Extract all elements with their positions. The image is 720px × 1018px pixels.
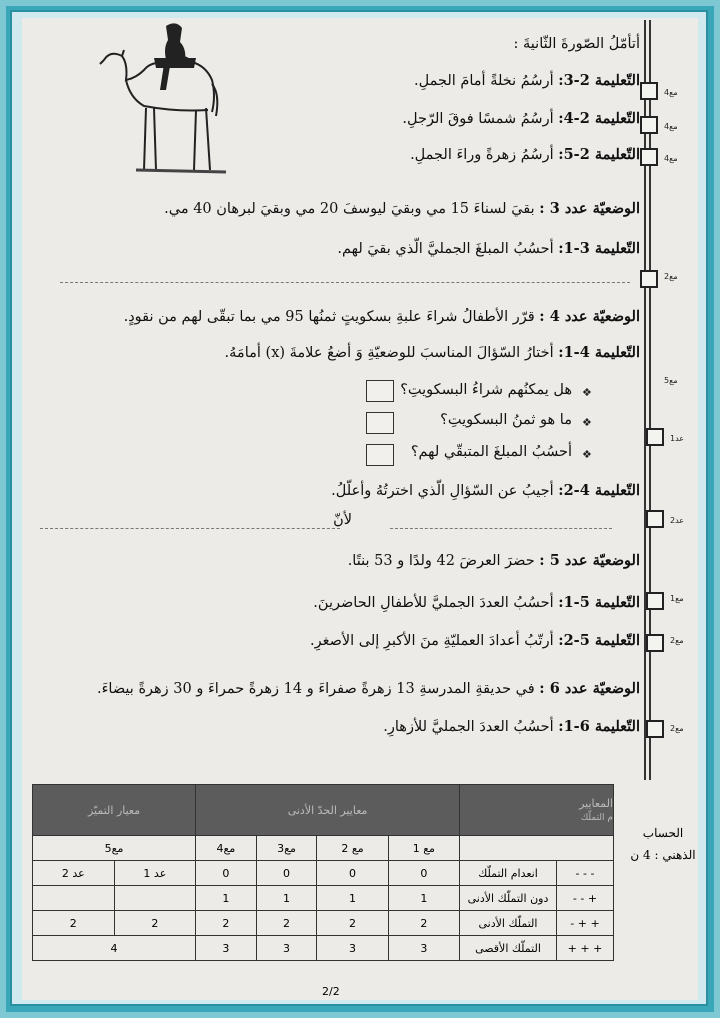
task-text: أرسُمُ نخلةً أمامَ الجملِ. <box>414 73 559 89</box>
sym-cell: - - - <box>557 861 614 886</box>
task-label: التّعليمة 2-5: <box>558 146 640 163</box>
task-label: التّعليمة 5-1: <box>558 594 640 611</box>
level-cell: التملّك الأدنى <box>460 911 557 936</box>
page-number: 2/2 <box>322 985 340 998</box>
score-label: مع4 <box>664 122 678 131</box>
situation-text: بقيَ لسناءَ 15 مي وبقيَ ليوسفَ 20 مي وبقيَ لبرهان 40 مي. <box>164 201 540 217</box>
task-text: أحسُبُ العددَ الجمليَّ للأزهارِ. <box>383 719 559 735</box>
score-box[interactable] <box>646 720 664 738</box>
score-box[interactable] <box>646 428 664 446</box>
task-label: التّعليمة 2-3: <box>558 72 640 89</box>
score-label: مع4 <box>664 88 678 97</box>
task-5-2 <box>310 632 640 649</box>
option-2-text: ما هو ثمنُ البسكويتِ؟ <box>440 412 572 428</box>
answer-line-3 <box>60 282 630 283</box>
score-box[interactable] <box>640 270 658 288</box>
situation-label: الوضعيّة عدد 3 : <box>539 200 640 217</box>
sym-cell: + - - <box>557 886 614 911</box>
value-cell: 2 <box>196 911 257 936</box>
situation-3 <box>164 200 640 217</box>
because-label: لأنّ <box>333 512 352 528</box>
task-5-1 <box>313 594 640 611</box>
sub-criterion-cell: عد 2 <box>33 861 115 886</box>
task-6-1 <box>383 718 640 735</box>
side-note-line: الذهني : 4 ن <box>630 848 696 862</box>
score-label: عد2 <box>670 516 685 525</box>
situation-4 <box>124 308 640 325</box>
criteria-table <box>32 784 614 961</box>
value-cell: 1 <box>388 886 459 911</box>
table-row <box>33 911 614 936</box>
value-cell: 0 <box>196 861 257 886</box>
score-label: مع4 <box>664 154 678 163</box>
option-1-text: هل يمكنُهم شراءُ البسكويتِ؟ <box>400 382 572 398</box>
bullet-icon: ❖ <box>582 386 592 399</box>
situation-text: قرّر الأطفالُ شراءَ علبةِ بسكويتٍ ثمنُها 95 مي بما تبقّى لهم من نقودٍ. <box>123 309 540 325</box>
sym-cell: + + - <box>557 911 614 936</box>
value-cell: 2 <box>33 911 115 936</box>
header-criteria: المعايير م التملّك <box>460 785 614 836</box>
score-label: مع1 <box>670 594 684 603</box>
score-label: مع2 <box>664 272 678 281</box>
table-row <box>33 886 614 911</box>
option-1-checkbox[interactable] <box>366 380 394 402</box>
situation-5 <box>348 552 640 569</box>
situation-label: الوضعيّة عدد 6 : <box>539 680 640 697</box>
score-box[interactable] <box>646 592 664 610</box>
criteria-row <box>33 836 614 861</box>
value-cell: 3 <box>388 936 459 961</box>
value-cell: 2 <box>317 911 388 936</box>
task-text: أختارُ السّؤالَ المناسبَ للوضعيّةِ وَ أضعُ علامةَ (x) أمامَهُ. <box>224 345 559 361</box>
task-2-3 <box>414 72 640 89</box>
value-cell: 1 <box>196 886 257 911</box>
bullet-icon: ❖ <box>582 416 592 429</box>
value-cell: 2 <box>388 911 459 936</box>
header-excellence: معيار التميّز <box>33 785 196 836</box>
task-text: أرسُمُ زهرةً وراءَ الجملِ. <box>410 147 559 163</box>
criterion-cell: مع 2 <box>317 836 388 861</box>
value-cell: 2 <box>114 911 196 936</box>
task-label: التّعليمة 2-4: <box>558 110 640 127</box>
criterion-cell: مع3 <box>256 836 317 861</box>
value-cell <box>114 886 196 911</box>
intro-text: أتأمّلُ الصّورةَ الثّانيةَ : <box>513 36 640 52</box>
criterion-cell: مع4 <box>196 836 257 861</box>
table-header-row <box>33 785 614 836</box>
value-cell: 1 <box>317 886 388 911</box>
task-3-1 <box>337 240 640 257</box>
blank-cell <box>460 836 614 861</box>
task-label: التّعليمة 5-2: <box>558 632 640 649</box>
value-cell: 0 <box>256 861 317 886</box>
sub-criterion-cell: عد 1 <box>114 861 196 886</box>
task-text: أرسُمُ شمسًا فوقَ الرّجلِ. <box>402 111 559 127</box>
score-box[interactable] <box>640 82 658 100</box>
task-4-1 <box>225 344 640 361</box>
situation-6 <box>97 680 640 697</box>
header-minimum: معايير الحدّ الأدنى <box>196 785 460 836</box>
task-2-5 <box>410 146 640 163</box>
side-note <box>628 822 698 866</box>
level-cell: التملّك الأقصى <box>460 936 557 961</box>
option-3-checkbox[interactable] <box>366 444 394 466</box>
situation-label: الوضعيّة عدد 4 : <box>539 308 640 325</box>
task-label: التّعليمة 3-1: <box>558 240 640 257</box>
camel-rider-illustration <box>96 20 236 175</box>
task-2-4 <box>402 110 640 127</box>
task-text: أحسُبُ المبلغَ الجمليَّ الّذي بقيَ لهم. <box>337 241 559 257</box>
value-cell: 1 <box>256 886 317 911</box>
score-box[interactable] <box>646 510 664 528</box>
task-label: التّعليمة 4-2: <box>558 482 640 499</box>
score-box[interactable] <box>646 634 664 652</box>
option-3-text: أحسُبُ المبلغَ المتبقّي لهم؟ <box>410 444 572 460</box>
value-cell: 3 <box>196 936 257 961</box>
side-note-line: الحساب <box>642 826 684 840</box>
score-label: مع5 <box>664 376 678 385</box>
option-2-checkbox[interactable] <box>366 412 394 434</box>
score-box[interactable] <box>640 148 658 166</box>
score-label: عد1 <box>670 434 685 443</box>
situation-text: في حديقةِ المدرسةِ 13 زهرةً صفراءَ و 14 زهرةً حمراءَ و 30 زهرةً بيضاءَ. <box>97 681 540 697</box>
margin-double-line <box>644 20 651 780</box>
situation-text: حضرَ العرضَ 42 ولدًا و 53 بنتًا. <box>347 553 540 569</box>
table-row <box>33 861 614 886</box>
situation-label: الوضعيّة عدد 5 : <box>539 552 640 569</box>
level-cell: دون التملّك الأدنى <box>460 886 557 911</box>
level-cell: انعدام التملّك <box>460 861 557 886</box>
value-cell: 4 <box>33 936 196 961</box>
score-label: مع2 <box>670 724 684 733</box>
score-box[interactable] <box>640 116 658 134</box>
task-4-2 <box>331 482 640 499</box>
task-text: أحسُبُ العددَ الجمليَّ للأطفالِ الحاضرينَ. <box>313 595 559 611</box>
answer-line-4b <box>390 528 612 529</box>
value-cell: 0 <box>317 861 388 886</box>
score-label: مع2 <box>670 636 684 645</box>
task-label: التّعليمة 4-1: <box>558 344 640 361</box>
value-cell: 3 <box>256 936 317 961</box>
answer-line-4a <box>40 528 340 529</box>
sym-cell: + + + <box>557 936 614 961</box>
task-text: أجيبُ عن السّؤالِ الّذي اخترتُهُ وأعلّلُ. <box>331 483 559 499</box>
table-row <box>33 936 614 961</box>
criterion-cell: مع 1 <box>388 836 459 861</box>
value-cell <box>33 886 115 911</box>
value-cell: 2 <box>256 911 317 936</box>
criterion-cell: مع5 <box>33 836 196 861</box>
task-label: التّعليمة 6-1: <box>558 718 640 735</box>
value-cell: 3 <box>317 936 388 961</box>
bullet-icon: ❖ <box>582 448 592 461</box>
value-cell: 0 <box>388 861 459 886</box>
task-text: أرتّبُ أعدادَ العمليّةِ منَ الأكبرِ إلى الأصغرِ. <box>309 633 559 649</box>
